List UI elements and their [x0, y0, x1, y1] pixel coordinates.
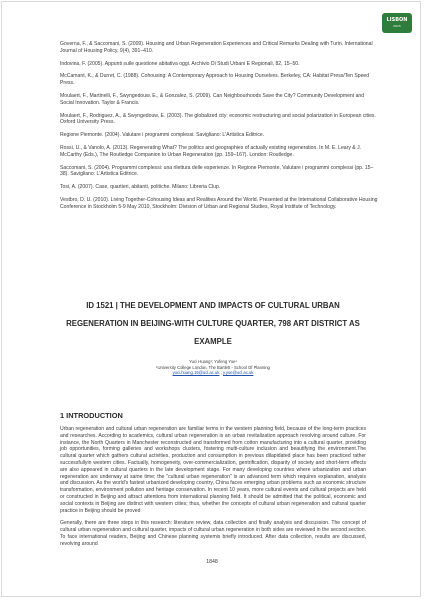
- email-separator: ;: [219, 370, 223, 376]
- body-paragraph: Generally, there are three steps in this research: literature review, data collection and finally analysis and discussion. The concept of cultural urban regeneration and cultural quarter, impacts of cultural urban regeneration in both sides are reviewed in the second section. To face international readers, Beijing and Chinese planning systemis briefly introduced. After data collection, results are discussed, revolving around: [60, 520, 366, 547]
- author-email-link[interactable]: yuci.huang.16@ucl.ac.uk: [172, 370, 220, 376]
- reference-list: [60, 41, 378, 217]
- body-paragraph: Urban regeneration and cultural urban regeneration are familiar terms in the western planning field, because of the long-term practices and researches. According to academics, cultural urban regeneration is an urban revitalization approach revolving around culture. For instance, the North Quarters in Manchester reconstructed and transformed from cotton manufacturing into a cultural quarter, providing job opportunities, forming galleries and workshops clusters, fostering multi-culture inclusion and beautifying the environment.The cultural quarter which gathers cultural activities, production and consumption in previous dilapidated place has been practiced rather successfullyin western cities. Factually, homogeneity, over-commercialization, gentrification, disparity of society and short-term effects are also appeared in cultural quarters in the late development stage. For many developing countries where urbanization and urban regeneration are underway at same time; the "cultural urban regeneration" is an advanced term which requires explanation, analysis and discussion. As the world's fastest urbanized developing country, China faces emerging urban problems such as economic structure transformation, environment pollution and heritage conservation. In recent 10 years, more cultural events and cultural projects are held or constructed in Beijing and attract attentions from international planning field. It should be admitted that the political, economic and social contexts in Beijing are distinct with western cities; thus, whether the concepts of cultural urban regeneration and cultural quarter practice in Beijing should be proved: [60, 426, 366, 514]
- reference-item: Moulaert, F., Rodriguez, A., & Swyngedouw, E. (2003). The globalized city: economic restructuring and social polarization in European cities. Oxford University Press.: [60, 112, 376, 126]
- reference-item: Regione Piemonte. (2004). Valutare i programmi complessi. Savigliano: L'Artistica Editrice.: [60, 132, 265, 139]
- logo-subtitle: 2015: [393, 24, 401, 28]
- reference-item: Vestbro, D. U. (2010). Living Together-Cohousing Ideas and Realities Around the World. Presented at the International Collaborative Housing Conference in Stockholm 5-9 May 2010, Stockholm: Division of Urban and Regional Studies, Royal Institute of Technology.: [60, 196, 378, 210]
- reference-item: McCamant, K., & Durret, C. (1988). Cohousing: A Contemporary Approach to Housing Ourselves. Berkeley, CA: Habitat Press/Ten Speed Press.: [60, 73, 370, 87]
- reference-item: Indovina, F. (2005). Appunti sulle questione abitativa oggi. Archivio Di Studi Urbani E Regionali, 82, 15–50.: [60, 60, 300, 67]
- reference-item: Rossi, U., & Vanolo, A. (2013). Regenerating What? The politics and geographies of actually existing regeneration. In M. E. Leary & J. McCarthy (Eds.), The Routledge Companion to Urban Regeneration (pp. 159–167). London: Routledge.: [60, 144, 362, 158]
- reference-item: Tosi, A. (2007). Case, quartieri, abitanti, politiche. Milano: Libreria Clup.: [60, 184, 221, 191]
- logo-title: LISBON: [386, 17, 408, 23]
- author-affiliation: ¹University College London, The Bartlett - School Of Planning: [156, 364, 270, 370]
- conference-logo: [382, 13, 412, 33]
- paper-title: ID 1521 | THE DEVELOPMENT AND IMPACTS OF CULTURAL URBAN REGENERATION IN BEIJING-WITH CULTURE QUARTER, 798 ART DISTRICT AS EXAMPLE: [66, 301, 360, 346]
- reference-item: Governa, F., & Saccomani, S. (2009). Housing and Urban Regeneration Experiences and Critical Remarks Dealing with Turin. International Journal of Housing Policy, 9(4), 391–410.: [60, 41, 373, 54]
- section-heading: 1 INTRODUCTION: [60, 411, 123, 420]
- author-names: Yuci Huang¹; Yufeng Yue¹: [189, 359, 237, 364]
- author-email-link[interactable]: y.yue@ucl.ac.uk: [222, 370, 254, 376]
- reference-item: Moulaert, F., Martinelli, F., Swyngedouw, E., & Gonzalez, S. (2009). Can Neighbourhoods Save the City? Community Development and Social Innovation. Taylor & Francis.: [60, 92, 365, 106]
- author-emails: [60, 370, 366, 376]
- author-block: [60, 359, 366, 376]
- section-body: [60, 426, 366, 554]
- reference-item: Saccomani, S. (2004). Programmi complessi: una rilettura delle esperienze. In Regione Piemonte, Valutare i programmi complessi (pp. 15–38). Savigliano: L'Artistica Editrice.: [60, 164, 374, 178]
- page-number: 1848: [206, 559, 218, 565]
